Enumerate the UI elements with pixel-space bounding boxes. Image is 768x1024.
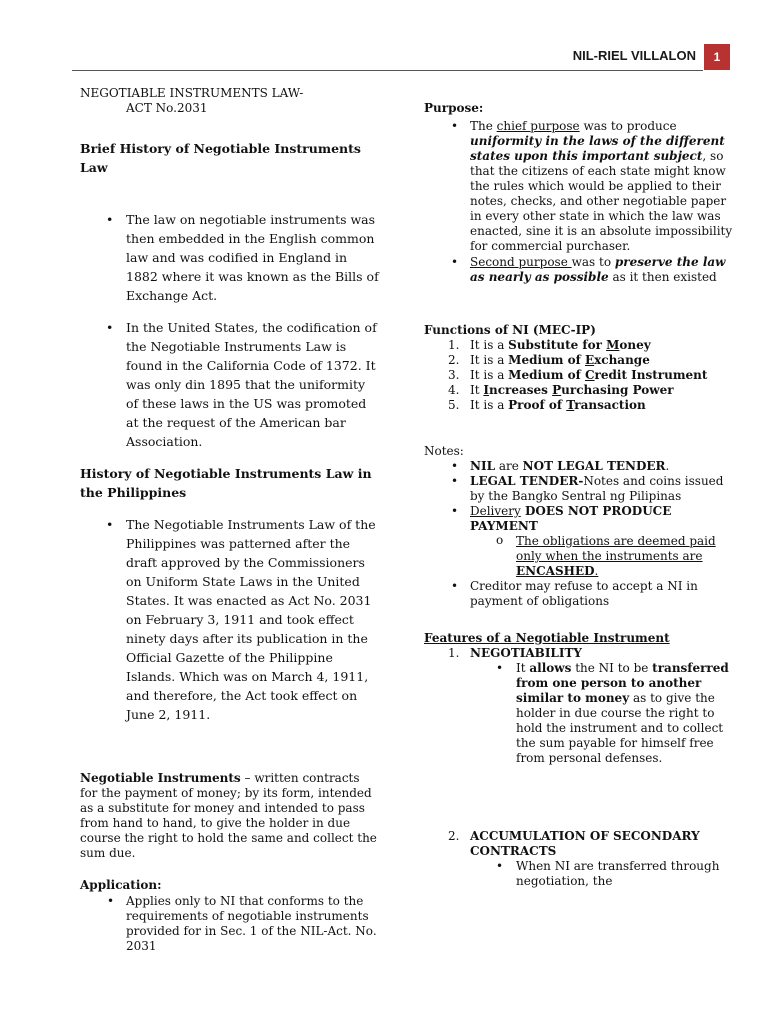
function-num-1: 1. — [448, 338, 460, 352]
p1-emphasis: uniformity in the laws of the different states upon this important subject — [470, 134, 725, 163]
f5-b1: Proof of — [508, 398, 567, 412]
note-1 — [424, 459, 734, 474]
header-author-name: NIL-RIEL VILLALON — [572, 48, 696, 63]
p1-mid: was to produce — [579, 119, 677, 133]
n3-delivery: Delivery — [470, 504, 521, 518]
purpose-bullet-1 — [424, 119, 734, 254]
f3-b1: Medium of — [508, 368, 585, 382]
p2-mid: was to — [571, 255, 615, 269]
function-num-3: 3. — [448, 368, 460, 382]
f4-b3: urchasing Power — [561, 383, 674, 397]
p2-emphasis: preserve the law as nearly as possible — [470, 255, 726, 284]
feature-num-1: 1. — [448, 646, 460, 660]
purpose-bullet-2 — [424, 255, 734, 285]
n3-sub-u: The obligations are deemed paid only when the instruments are — [516, 534, 716, 563]
right-column — [424, 101, 734, 889]
feat1-mid: the NI to be — [571, 661, 653, 675]
f3-b2: redit Instrument — [594, 368, 708, 382]
feature-1-bullet — [424, 661, 734, 766]
heading-purpose: Purpose: — [424, 101, 484, 115]
f1-b1: Substitute for — [508, 338, 607, 352]
n1-post: . — [665, 459, 670, 473]
heading-features: Features of a Negotiable Instrument — [424, 631, 670, 645]
f2-pre: It is a — [470, 353, 509, 367]
f2-u: E — [584, 353, 595, 367]
f4-b2: ncreases — [489, 383, 553, 397]
ph-history-bullet-1: • The Negotiable Instruments Law of the Philippines was patterned after the draft approved by the Commissioners on Uniform State Laws in the United States. It was enacted as Act No. 2031 on February 3, 1911 and took effect ninety days after its publication in the Official Gazette of the Philippine Islands. Which was on March 4, 1911, and therefore, the Act took effect on June 2, 1911. — [80, 515, 380, 724]
ni-term: Negotiable Instruments — [80, 771, 241, 785]
p1-pre: The — [470, 119, 497, 133]
ni-def-text: – written contracts for the payment of money; by its form, intended as a substitute for money and intended to pass from hand to hand, to give the holder in due course the right to hold the same and collect the sum due. — [80, 771, 377, 860]
n3-sub-encashed: ENCASHED — [516, 564, 595, 578]
function-item-5 — [424, 398, 734, 413]
function-num-2: 2. — [448, 353, 460, 367]
note-3-sub — [424, 534, 734, 579]
p1-chief-purpose: chief purpose — [496, 119, 580, 133]
feat1-post: as to give the holder in due course the right to hold the instrument and to collect the sum payable for himself free from personal defenses. — [516, 691, 724, 765]
f1-b2: oney — [619, 338, 651, 352]
f4-u2: P — [552, 383, 562, 397]
f1-pre: It is a — [470, 338, 509, 352]
f5-b2: ransaction — [574, 398, 646, 412]
feat1-b2: transferred from one person to another similar to money — [516, 661, 729, 705]
n1-mid: are — [495, 459, 523, 473]
feature-2-title: ACCUMULATION OF SECONDARY CONTRACTS — [470, 829, 700, 858]
left-column — [80, 86, 380, 954]
note-4: • Creditor may refuse to accept a NI in payment of obligations — [424, 579, 734, 609]
f3-u: C — [584, 368, 595, 382]
doc-title-line1: NEGOTIABLE INSTRUMENTS LAW- — [80, 86, 304, 100]
f1-u: M — [606, 338, 620, 352]
feat1-b1: allows — [529, 661, 572, 675]
heading-functions: Functions of NI (MEC-IP) — [424, 323, 596, 337]
heading-ph-history: History of Negotiable Instruments Law in the Philippines — [80, 466, 372, 500]
function-num-5: 5. — [448, 398, 460, 412]
function-item-4 — [424, 383, 734, 398]
brief-history-bullet-2: • In the United States, the codification of the Negotiable Instruments Law is found in the California Code of 1372. It was only din 1895 that the uniformity of these laws in the US was promoted at the request of the American bar Association. — [80, 318, 380, 451]
function-item-3 — [424, 368, 734, 383]
n2-post: Notes and coins issued by the Bangko Sentral ng Pilipinas — [470, 474, 724, 503]
application-bullet-1: • Applies only to NI that conforms to the requirements of negotiable instruments provided for in Sec. 1 of the NIL-Act. No. 2031 — [80, 894, 380, 954]
feature-2-bullet: • When NI are transferred through negotiation, the — [424, 859, 734, 889]
ni-definition — [80, 771, 380, 861]
brief-history-bullet-1: • The law on negotiable instruments was then embedded in the English common law and was codified in England in 1882 where it was known as the Bills of Exchange Act. — [80, 210, 380, 305]
function-item-2 — [424, 353, 734, 368]
notes-label: Notes: — [424, 444, 464, 458]
doc-title-line2: ACT No.2031 — [126, 101, 208, 115]
function-item-1 — [424, 338, 734, 353]
page-number-badge: 1 — [704, 44, 730, 70]
heading-application: Application: — [80, 878, 162, 892]
f3-pre: It is a — [470, 368, 509, 382]
feature-item-2 — [424, 829, 734, 859]
feat1-pre: It — [516, 661, 530, 675]
n2-b: LEGAL TENDER- — [470, 474, 584, 488]
feature-num-2: 2. — [448, 829, 460, 843]
feature-item-1 — [424, 646, 734, 661]
feature-1-title: NEGOTIABILITY — [470, 646, 582, 660]
f4-u: I — [483, 383, 490, 397]
f5-u: T — [566, 398, 575, 412]
f5-pre: It is a — [470, 398, 509, 412]
f2-b1: Medium of — [508, 353, 585, 367]
p1-post: , so that the citizens of each state might know the rules which would be applied to their notes, checks, and other negotiable paper in every other state in which the law was enacted, sine it is an absolute impossibility for commercial purchaser. — [470, 149, 733, 253]
function-num-4: 4. — [448, 383, 460, 397]
n1-b: NIL — [470, 459, 496, 473]
f4-pre: It — [470, 383, 484, 397]
heading-brief-history: Brief History of Negotiable Instruments Law — [80, 141, 361, 175]
n1-b2: NOT LEGAL TENDER — [522, 459, 666, 473]
note-2 — [424, 474, 734, 504]
n3-sub-end: . — [594, 564, 599, 578]
p2-post: as it then existed — [608, 270, 717, 284]
header-divider — [72, 70, 703, 71]
p2-second-purpose: Second purpose — [470, 255, 572, 269]
n3-b: DOES NOT PRODUCE PAYMENT — [470, 504, 672, 533]
f2-b2: xchange — [594, 353, 650, 367]
note-3 — [424, 504, 734, 534]
